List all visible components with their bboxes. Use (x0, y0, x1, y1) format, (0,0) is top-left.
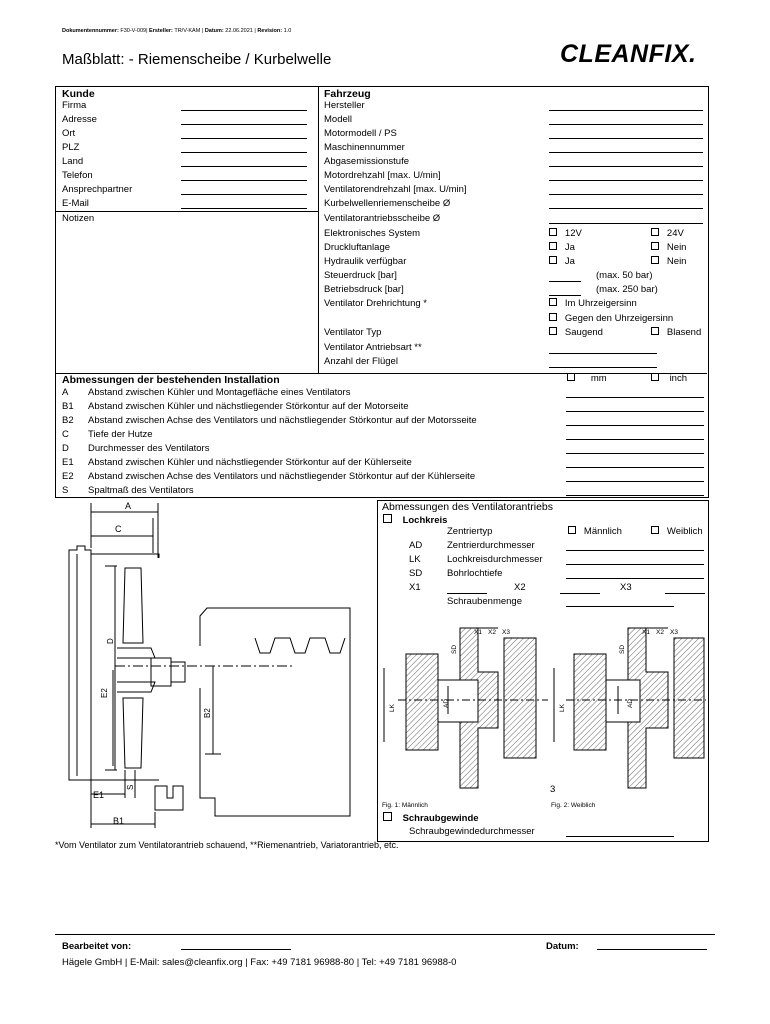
abm-text: Spaltmaß des Ventilators (88, 485, 194, 496)
fig2-label-x2: X2 (656, 629, 664, 636)
abm-input[interactable] (566, 481, 704, 482)
dim-label-a: A (125, 501, 132, 511)
betriebsdruck-max: (max. 250 bar) (596, 284, 658, 295)
abm-text: Abstand zwischen Achse des Ventilators und nächstliegender Störkontur auf der Kühlerseite (88, 471, 476, 482)
abm-key: C (62, 429, 69, 440)
kunde-input[interactable] (181, 124, 307, 125)
company-info: Hägele GmbH | E-Mail: sales@cleanfix.org | Fax: +49 7181 96988-80 | Tel: +49 7181 96988-0 (62, 957, 457, 968)
checkbox-schraubgewinde[interactable]: Schraubgewinde (383, 812, 479, 825)
abm-key: B1 (62, 401, 74, 412)
vent-key: AD (409, 540, 423, 551)
fig2-caption: Fig. 2: Weiblich (551, 802, 596, 809)
betriebsdruck-label: Betriebsdruck [bar] (324, 284, 404, 295)
kunde-label: Telefon (62, 170, 93, 181)
fahrzeug-label: Modell (324, 114, 352, 125)
kunde-label: E-Mail (62, 198, 89, 209)
flange-diagrams (378, 608, 706, 798)
abm-text: Abstand zwischen Kühler und nächstliegender Störkontur auf der Motorseite (88, 401, 409, 412)
abm-text: Abstand zwischen Kühler und Montagefläche eines Ventilators (88, 387, 351, 398)
fahrzeug-label: Maschinennummer (324, 142, 405, 153)
fahrzeug-input[interactable] (549, 180, 703, 181)
elektrisch-label: Elektronisches System (324, 228, 421, 239)
bearbeitet-label: Bearbeitet von: (62, 941, 132, 952)
abm-key: B2 (62, 415, 74, 426)
drehrichtung-label: Ventilator Drehrichtung * (324, 298, 427, 309)
antriebsart-label: Ventilator Antriebsart ** (324, 342, 422, 353)
fahrzeug-label: Ventilatorantriebsscheibe Ø (324, 213, 441, 224)
fig1-label-sd: SD (451, 644, 458, 654)
fig2-label-sd: SD (619, 644, 626, 654)
fig1-label-x3: X3 (502, 629, 510, 636)
vent-text: Lochkreisdurchmesser (447, 554, 543, 565)
abm-key: E2 (62, 471, 74, 482)
x2-label: X2 (514, 582, 526, 593)
fahrzeug-label: Hersteller (324, 100, 365, 111)
fahrzeug-header: Fahrzeug (324, 88, 371, 100)
fahrzeug-input[interactable] (549, 166, 703, 167)
checkbox-uhrzeigersinn[interactable]: Im Uhrzeigersinn (549, 298, 637, 310)
checkbox-24v[interactable]: 24V (651, 228, 684, 240)
footer-divider (55, 934, 715, 935)
installation-diagram (55, 498, 377, 840)
schraubenmenge-label: Schraubenmenge (447, 596, 522, 607)
fig1-caption: Fig. 1: Männlich (382, 802, 428, 809)
kunde-label: Land (62, 156, 84, 167)
divider-kunde-notes (55, 211, 318, 212)
fahrzeug-input[interactable] (549, 138, 703, 139)
checkbox-druckluft-nein[interactable]: Nein (651, 242, 686, 254)
antriebsart-input[interactable] (549, 353, 657, 354)
fluegel-input[interactable] (549, 367, 657, 368)
fahrzeug-label: Ventilatorendrehzahl [max. U/min] (324, 184, 467, 195)
checkbox-blasend[interactable]: Blasend (651, 327, 701, 339)
fig1-label-lk: LK (389, 704, 396, 712)
kunde-input[interactable] (181, 152, 307, 153)
kunde-input[interactable] (181, 194, 307, 195)
fig1-label-x1: X1 (474, 629, 482, 636)
x1-label: X1 (409, 582, 421, 593)
typ-label: Ventilator Typ (324, 327, 382, 338)
abm-text: Abstand zwischen Kühler und nächstliegender Störkontur auf der Kühlerseite (88, 457, 412, 468)
x1-input[interactable] (447, 593, 487, 594)
abm-input[interactable] (566, 495, 704, 496)
gewindedurchmesser-input[interactable] (566, 836, 674, 837)
abm-input[interactable] (566, 467, 704, 468)
dim-label-c: C (115, 524, 122, 534)
kunde-input[interactable] (181, 110, 307, 111)
abm-input[interactable] (566, 439, 704, 440)
checkbox-weiblich[interactable]: Weiblich (651, 526, 703, 538)
zentriertyp-label: Zentriertyp (447, 526, 493, 537)
dim-label-d: D (106, 638, 115, 644)
fahrzeug-input[interactable] (549, 152, 703, 153)
fig2-label-ad: AD (627, 698, 634, 708)
fahrzeug-label: Abgasemissionstufe (324, 156, 410, 167)
abm-key: S (62, 485, 69, 496)
dim-label-s: S (126, 784, 135, 790)
fig2-label-x3: X3 (670, 629, 678, 636)
vent-key: LK (409, 554, 421, 565)
cleanfix-logo: CLEANFIX. (560, 40, 697, 68)
fahrzeug-label: Kurbelwellenriemenscheibe Ø (324, 198, 451, 209)
vent-input[interactable] (566, 564, 704, 565)
fahrzeug-input[interactable] (549, 223, 703, 224)
hydraulik-label: Hydraulik verfügbar (324, 256, 407, 267)
kunde-label: Ort (62, 128, 76, 139)
x3-input[interactable] (665, 593, 705, 594)
abm-text: Abstand zwischen Achse des Ventilators und nächstliegender Störkontur auf der Motorsseite (88, 415, 477, 426)
x3-label: X3 (620, 582, 632, 593)
dim-label-e2: E2 (100, 688, 109, 698)
vent-text: Zentrierdurchmesser (447, 540, 535, 551)
notizen-label: Notizen (62, 213, 95, 224)
abmessungen-header: Abmessungen der bestehenden Installation (62, 374, 280, 386)
kunde-label: Adresse (62, 114, 97, 125)
kunde-input[interactable] (181, 208, 307, 209)
fig1-label-ad: AD (443, 698, 450, 708)
fluegel-label: Anzahl der Flügel (324, 356, 398, 367)
gewindedurchmesser-label: Schraubgewindedurchmesser (409, 826, 535, 837)
checkbox-hydraulik-nein[interactable]: Nein (651, 256, 686, 268)
checkbox-mm[interactable]: mm (567, 373, 607, 385)
abm-input[interactable] (566, 397, 704, 398)
checkbox-inch[interactable]: inch (651, 373, 687, 385)
checkbox-saugend[interactable]: Saugend (549, 327, 603, 339)
dim-label-b1: B1 (113, 816, 125, 826)
footnote: *Vom Ventilator zum Ventilatorantrieb schauend, **Riemenantrieb, Variatorantrieb, etc. (55, 840, 399, 850)
datum-label: Datum: (546, 941, 579, 952)
betriebsdruck-input[interactable] (549, 295, 581, 296)
kunde-input[interactable] (181, 138, 307, 139)
bearbeitet-input[interactable] (181, 949, 291, 950)
abm-input[interactable] (566, 425, 704, 426)
abm-key: A (62, 387, 69, 398)
schraubenmenge-input[interactable] (566, 606, 674, 607)
kunde-label: PLZ (62, 142, 80, 153)
abm-input[interactable] (566, 411, 704, 412)
vent-input[interactable] (566, 550, 704, 551)
abm-text: Tiefe der Hutze (88, 429, 153, 440)
vent-text: Bohrlochtiefe (447, 568, 503, 579)
datum-input[interactable] (597, 949, 707, 950)
fahrzeug-input[interactable] (549, 208, 703, 209)
abm-input[interactable] (566, 453, 704, 454)
x2-input[interactable] (560, 593, 600, 594)
kunde-input[interactable] (181, 166, 307, 167)
fahrzeug-label: Motormodell / PS (324, 128, 397, 139)
fahrzeug-label: Motordrehzahl [max. U/min] (324, 170, 441, 181)
fig2-label-lk: LK (559, 704, 566, 712)
kunde-input[interactable] (181, 180, 307, 181)
dim-label-e1: E1 (93, 790, 105, 800)
druckluft-label: Druckluftanlage (324, 242, 391, 253)
fig1-label-x2: X2 (488, 629, 496, 636)
kunde-header: Kunde (62, 88, 95, 100)
document-info: Dokumentennummer: F30-V-009| Ersteller: TR/V-KAM | Datum: 22.06.2021 | Revision: 1.0 (62, 28, 292, 34)
ventilatorantrieb-header: Abmessungen des Ventilatorantriebs (382, 501, 554, 513)
divider-vertical (318, 86, 319, 373)
checkbox-12v[interactable]: 12V (549, 228, 582, 240)
fahrzeug-input[interactable] (549, 194, 703, 195)
steuerdruck-input[interactable] (549, 281, 581, 282)
figure-three-label: 3 (550, 784, 556, 795)
vent-input[interactable] (566, 578, 704, 579)
dim-label-b2: B2 (203, 708, 212, 718)
vent-key: SD (409, 568, 423, 579)
fahrzeug-input[interactable] (549, 124, 703, 125)
checkbox-gegen-uhrzeigersinn[interactable]: Gegen den Uhrzeigersinn (549, 313, 673, 325)
checkbox-lochkreis[interactable]: Lochkreis (383, 514, 447, 527)
page-title: Maßblatt: - Riemenscheibe / Kurbelwelle (62, 51, 332, 68)
kunde-label: Ansprechpartner (62, 184, 133, 195)
abm-key: D (62, 443, 69, 454)
steuerdruck-label: Steuerdruck [bar] (324, 270, 397, 281)
checkbox-hydraulik-ja[interactable]: Ja (549, 256, 575, 268)
abm-key: E1 (62, 457, 74, 468)
checkbox-druckluft-ja[interactable]: Ja (549, 242, 575, 254)
checkbox-maennlich[interactable]: Männlich (568, 526, 622, 538)
abm-text: Durchmesser des Ventilators (88, 443, 210, 454)
fahrzeug-input[interactable] (549, 110, 703, 111)
steuerdruck-max: (max. 50 bar) (596, 270, 653, 281)
kunde-label: Firma (62, 100, 87, 111)
fig2-label-x1: X1 (642, 629, 650, 636)
